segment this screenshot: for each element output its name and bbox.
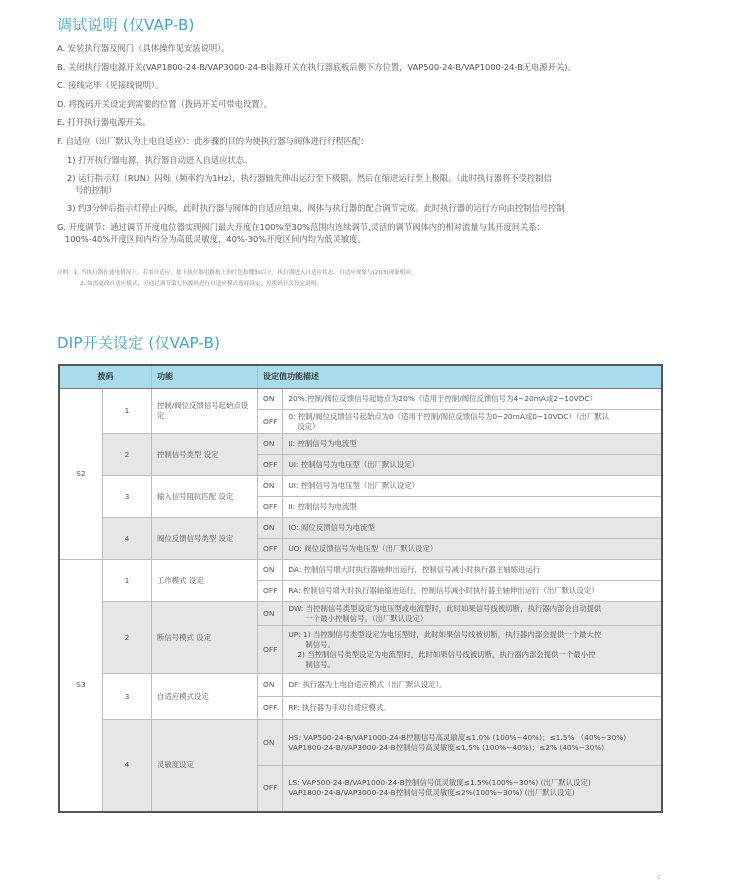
table-row — [59, 560, 662, 581]
state-off: OFF — [258, 539, 283, 560]
switch-number: 2 — [103, 434, 152, 476]
description-off-line2: VAP1800-24-B/VAP3000-24-B控制信号低灵敏度≤2%(100%~30%) (出厂默认设定) — [288, 788, 575, 798]
table-row — [59, 476, 662, 497]
table-row — [59, 720, 662, 766]
state-on: ON — [258, 518, 283, 539]
description-off — [283, 626, 662, 674]
description-on-line1: HS: VAP500-24-B/VAP1000-24-B控制信号高灵敏度≤1.0% (100%~40%)；≤1.5% （40%~30%) — [288, 732, 627, 742]
page-mark: c — [657, 874, 661, 881]
description-off-line1: LS: VAP500-24-B/VAP1000-24-B控制信号低灵敏度≤1.5%(100%~30%) (出厂默认设定) — [288, 778, 591, 788]
step-d: D. 将拨码开关设定到需要的位置（拨码开关可带电设置）。 — [57, 98, 272, 109]
step-c: C. 接线完毕（见接线说明）。 — [57, 80, 164, 91]
description-off-line1: 0: 控制/阀位反馈信号起始点为0（适用于控制/阀位反馈信号为0~20mA或0~10VDC）（出厂默认 — [288, 411, 610, 421]
header-function: 功能 — [152, 365, 258, 389]
state-on: ON — [258, 674, 283, 697]
description-on: DA: 控制信号增大时执行器轴伸出运行，控制信号减小时执行器主轴缩进运行 — [283, 560, 662, 581]
state-off: OFF — [258, 626, 283, 674]
description-on: UI: 控制信号为电压型（出厂默认设定） — [283, 476, 662, 497]
switch-number: 1 — [103, 389, 152, 434]
table-row — [59, 602, 662, 626]
description-on-line1: DW: 当控制信号类型设定为电压型或电流型时，此时如果信号线被切断，执行器内部会自动提供 — [288, 603, 602, 613]
step-f-1: 1) 打开执行器电源，执行器自动进入自适应状态。 — [67, 154, 253, 165]
table-header-row — [59, 365, 662, 389]
switch-function: 输入信号阻抗匹配 设定 — [152, 476, 258, 518]
step-f: F. 自适应（出厂默认为上电自适应）：此步骤的目的为使执行器与阀体进行行程匹配： — [57, 135, 369, 146]
state-off: OFF — [258, 455, 283, 476]
switch-function: 控制信号类型 设定 — [152, 434, 258, 476]
step-f-3: 3) 约3分钟后指示灯停止闪烁，此时执行器与阀体的自适应结束，阀体与执行器的配合调节完成。此时执行器的运行方向由控制信号控制 — [67, 203, 565, 214]
description-on: II: 控制信号为电流型 — [283, 434, 662, 455]
section-title-debug: 调试说明 (仅VAP-B) — [57, 16, 195, 34]
description-on: DF: 执行器为上电自适应模式（出厂默认设定）。 — [283, 674, 662, 697]
step-g — [57, 221, 697, 245]
step-e: E. 打开执行器电源开关。 — [57, 117, 151, 128]
description-off — [283, 410, 662, 434]
state-on: ON — [258, 602, 283, 626]
step-a: A. 安装执行器及阀门（具体操作见安装说明）。 — [57, 43, 230, 53]
switch-number: 1 — [103, 560, 152, 602]
state-on: ON — [258, 434, 283, 455]
step-g-line1: G. 开度调节：通过调节开度电位器实现阀门最大开度在100%至30%范围内连续调节,灵活的调节阀体内的相对流量与其开度间关系： — [57, 221, 545, 232]
table-row — [59, 674, 662, 697]
switch-function: 灵敏度设定 — [152, 720, 258, 812]
switch-function: 自适应模式设定 — [152, 674, 258, 720]
description-on — [283, 720, 662, 766]
switch-number: 4 — [103, 518, 152, 560]
description-off — [283, 766, 662, 812]
state-on: ON — [258, 720, 283, 766]
description-on-line2: 一个最小控制信号。（出厂默认设定） — [305, 613, 428, 623]
step-g-line2: 100%-40%开度区间内均分为高低灵敏度，40%-30%开度区间内均为低灵敏度。 — [65, 233, 366, 244]
state-off: OFF — [258, 697, 283, 720]
description-off: RF: 执行器为手动自适应模式。 — [283, 697, 662, 720]
note-1: 注明：1. 当执行器在通电情况下，若需自适应，按下执行器电路板上的红色按键3s以上，执行器进入自适应状态。自适应现象与(2)(3)现象相同。 — [57, 270, 417, 276]
description-off: UO: 阀位反馈信号为电压型（出厂默认设定） — [283, 539, 662, 560]
step-f-2 — [57, 172, 697, 196]
description-off: RA: 控制信号增大时执行器轴缩进运行，控制信号减小时执行器主轴伸出运行（出厂默认设定） — [283, 581, 662, 602]
section-title-dip: DIP开关设定 (仅VAP-B) — [57, 334, 221, 352]
switch-function: 控制/阀位反馈信号起始点设定 — [152, 389, 258, 434]
debug-steps — [57, 42, 697, 251]
header-description: 设定值功能描述 — [258, 365, 663, 389]
state-off: OFF — [258, 581, 283, 602]
description-off-line2: 设定） — [297, 421, 320, 431]
description-off: II: 控制信号为电流型 — [283, 497, 662, 518]
description-on-line2: VAP1800-24-B/VAP3000-24-B控制信号高灵敏度≤1.5% (100%~40%)；≤2% (40%~30%) — [288, 742, 605, 752]
state-off: OFF — [258, 410, 283, 434]
switch-number: 2 — [103, 602, 152, 674]
switch-function: 阀位反馈信号类型 设定 — [152, 518, 258, 560]
state-on: ON — [258, 476, 283, 497]
notes — [57, 268, 416, 290]
state-on: ON — [258, 560, 283, 581]
description-off-line1: UP: 1) 当控制信号类型设定为电压型时，此时如果信号线被切断，执行器内部会提供一个最大控 — [288, 629, 602, 639]
switch-group-s2: S2 — [59, 389, 103, 560]
switch-number: 4 — [103, 720, 152, 812]
dip-switch-table — [58, 364, 663, 813]
state-on: ON — [258, 389, 283, 410]
description-on: 20%:控制/阀位反馈信号起始点为20%（适用于控制/阀位反馈信号为4~20mA或2~10VDC） — [283, 389, 662, 410]
description-off-line3: 2) 当控制信号类型设定为电流型时，此时如果信号线被切断，执行器内部会提供一个最小控 — [297, 649, 596, 659]
state-off: OFF — [258, 497, 283, 518]
step-b: B. 关闭执行器电源开关(VAP1800-24-B/VAP3000-24-B电源开关在执行器底板后侧下方位置，VAP500-24-B/VAP1000-24-B无电源开关)。 — [57, 61, 576, 72]
note-2: 2. 如需更改自适应模式，可通过调节第七位拨码进行自适应模式选择设定，见拨码开关设定说明。 — [80, 281, 323, 287]
state-off: OFF — [258, 766, 283, 812]
table-row — [59, 389, 662, 410]
switch-function: 断信号模式 设定 — [152, 602, 258, 674]
description-off-line2: 制信号。 — [305, 639, 335, 649]
description-off-line4: 制信号。 — [305, 659, 335, 669]
description-on: IO: 阀位反馈信号为电流型 — [283, 518, 662, 539]
table-row — [59, 518, 662, 539]
switch-number: 3 — [103, 476, 152, 518]
step-f-2-line2: 号的控制） — [75, 185, 117, 196]
switch-function: 工作模式 设定 — [152, 560, 258, 602]
switch-group-s3: S3 — [59, 560, 103, 812]
description-on — [283, 602, 662, 626]
table-row — [59, 434, 662, 455]
step-f-2-line1: 2) 运行指示灯（RUN）闪烁（频率约为1Hz），执行器轴先伸出运行至下极限，然后在缩进运行至上极限。（此时执行器将不受控制信 — [67, 173, 552, 184]
switch-number: 3 — [103, 674, 152, 720]
description-off: UI: 控制信号为电压型（出厂默认设定） — [283, 455, 662, 476]
header-code: 拨码 — [59, 365, 152, 389]
